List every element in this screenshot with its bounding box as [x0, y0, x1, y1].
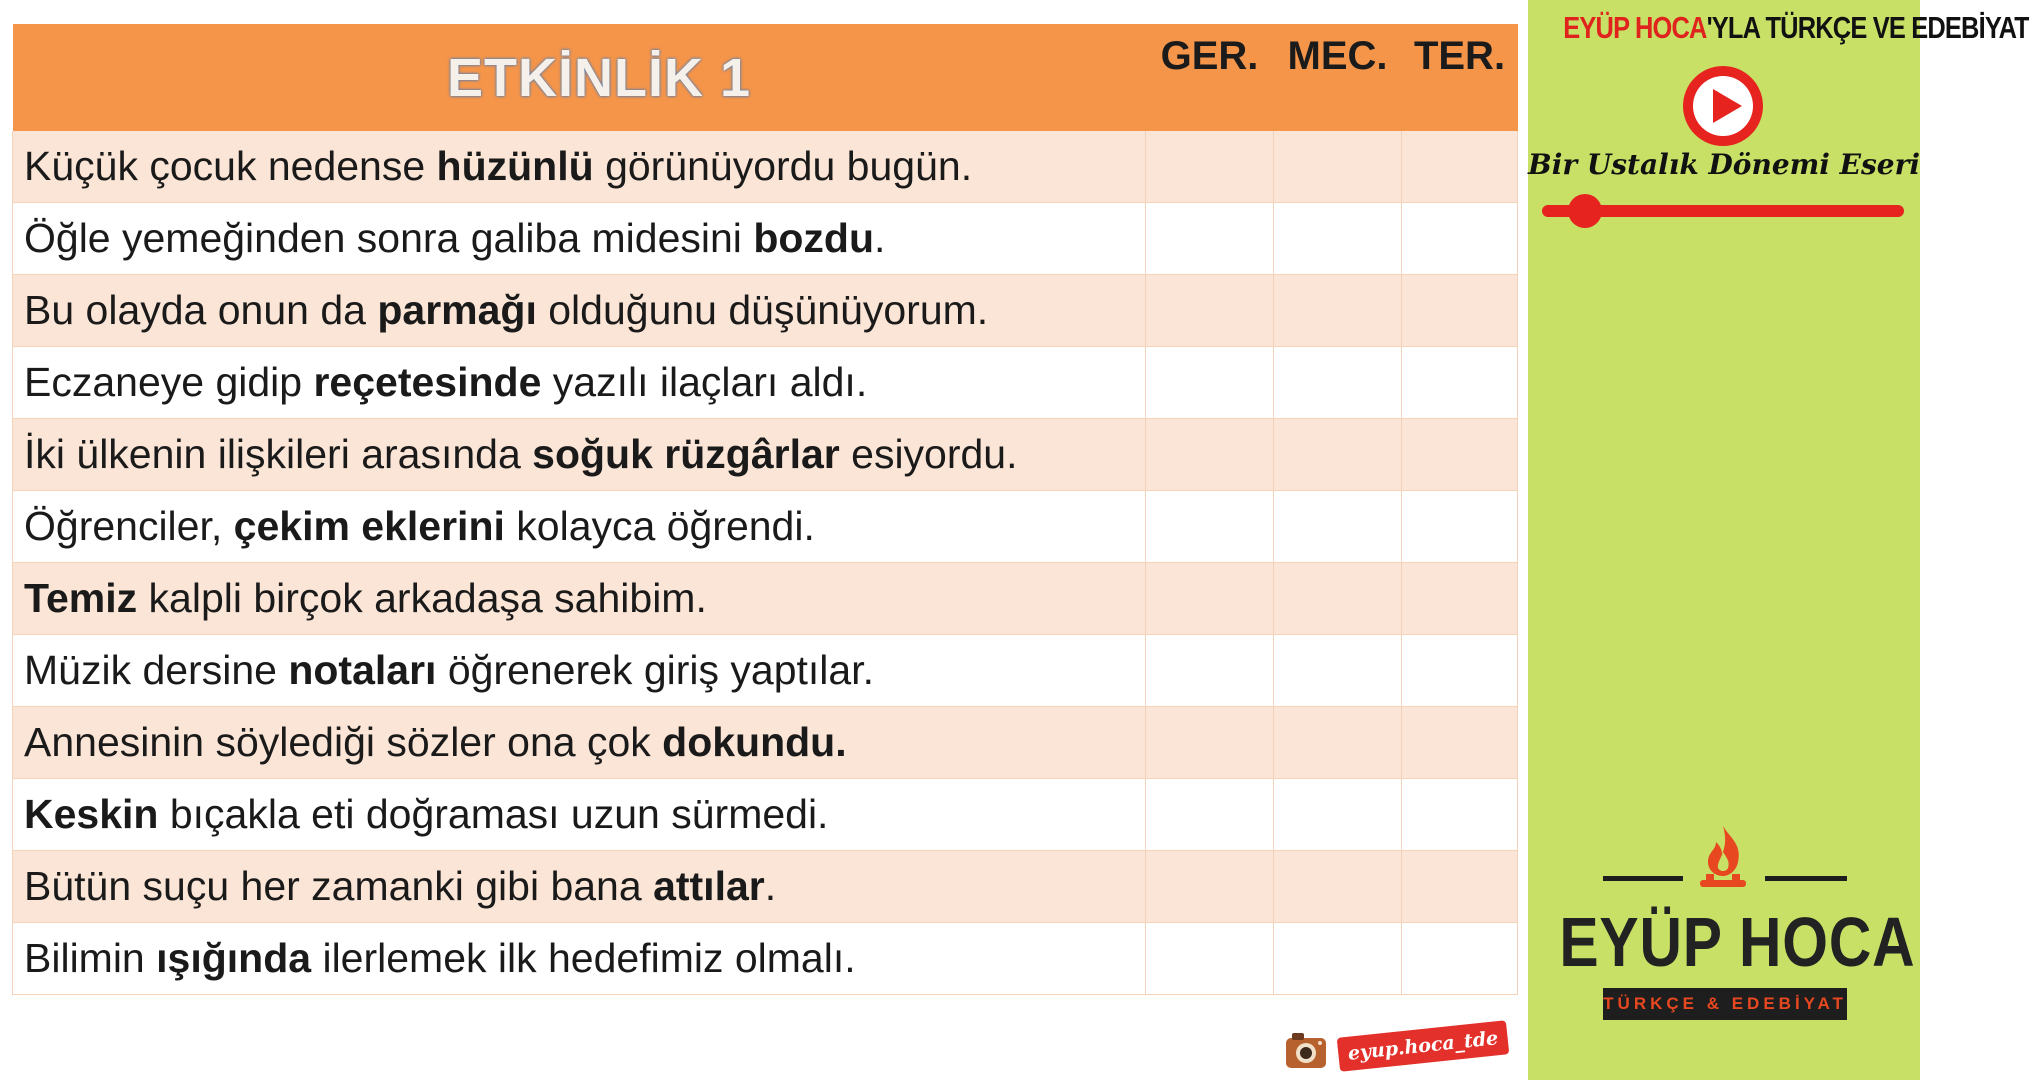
highlighted-word: çekim eklerini — [233, 503, 505, 549]
table-row — [13, 563, 1518, 635]
sentence-text: İki ülkenin ilişkileri arasında — [24, 431, 533, 477]
channel-title — [1563, 10, 2029, 46]
answer-cell-terim[interactable] — [1402, 419, 1518, 491]
answer-cell-gercek[interactable] — [1146, 923, 1274, 995]
sentence-text: esiyordu. — [839, 431, 1018, 477]
logo-line-right — [1765, 876, 1847, 881]
table-row — [13, 275, 1518, 347]
sentence-cell — [13, 563, 1146, 635]
play-icon[interactable] — [1680, 63, 1766, 149]
answer-cell-gercek[interactable] — [1146, 419, 1274, 491]
sentence-text: kalpli birçok arkadaşa sahibim. — [137, 575, 707, 621]
sentence-text: . — [764, 863, 777, 909]
answer-cell-mecaz[interactable] — [1274, 491, 1402, 563]
answer-cell-terim[interactable] — [1402, 707, 1518, 779]
sentence-text: kolayca öğrendi. — [504, 503, 815, 549]
sentence-text: ilerlemek ilk hedefimiz olmalı. — [311, 935, 856, 981]
sentence-cell — [13, 131, 1146, 203]
sentence-cell — [13, 707, 1146, 779]
sentence-cell — [13, 635, 1146, 707]
answer-cell-mecaz[interactable] — [1274, 635, 1402, 707]
highlighted-word: hüzünlü — [436, 143, 594, 189]
highlighted-word: Keskin — [24, 791, 159, 837]
channel-title-name: EYÜP HOCA — [1563, 10, 1707, 45]
answer-cell-mecaz[interactable] — [1274, 203, 1402, 275]
answer-cell-gercek[interactable] — [1146, 491, 1274, 563]
activity-table — [12, 24, 1518, 995]
answer-cell-terim[interactable] — [1402, 131, 1518, 203]
answer-cell-mecaz[interactable] — [1274, 707, 1402, 779]
table-row — [13, 635, 1518, 707]
answer-cell-mecaz[interactable] — [1274, 851, 1402, 923]
highlighted-word: soğuk rüzgârlar — [532, 431, 840, 477]
progress-knob[interactable] — [1568, 194, 1602, 228]
answer-cell-terim[interactable] — [1402, 275, 1518, 347]
answer-cell-gercek[interactable] — [1146, 779, 1274, 851]
sentence-cell — [13, 419, 1146, 491]
answer-cell-mecaz[interactable] — [1274, 563, 1402, 635]
camera-icon — [1284, 1030, 1328, 1070]
answer-cell-terim[interactable] — [1402, 347, 1518, 419]
table-row — [13, 779, 1518, 851]
answer-cell-terim[interactable] — [1402, 635, 1518, 707]
sentence-text: görünüyordu bugün. — [593, 143, 973, 189]
table-header-row — [13, 24, 1518, 131]
sentence-text: Bütün suçu her zamanki gibi bana — [24, 863, 654, 909]
channel-sidebar — [1528, 0, 2029, 1080]
sentence-text: Öğle yemeğinden sonra galiba midesini — [24, 215, 754, 261]
highlighted-word: attılar — [653, 863, 765, 909]
answer-cell-gercek[interactable] — [1146, 707, 1274, 779]
sentence-text: Bu olayda onun da — [24, 287, 378, 333]
sentence-cell — [13, 779, 1146, 851]
tagline: Bir Ustalık Dönemi Eseri — [1528, 148, 1920, 181]
sentence-text: Küçük çocuk nedense — [24, 143, 437, 189]
sentence-cell — [13, 923, 1146, 995]
answer-cell-terim[interactable] — [1402, 779, 1518, 851]
sentence-cell — [13, 275, 1146, 347]
highlighted-word: notaları — [288, 647, 437, 693]
answer-cell-gercek[interactable] — [1146, 275, 1274, 347]
table-row — [13, 347, 1518, 419]
highlighted-word: dokundu. — [662, 719, 847, 765]
sentence-text: yazılı ilaçları aldı. — [541, 359, 868, 405]
brand-subtitle: TÜRKÇE & EDEBİYAT — [1603, 988, 1847, 1020]
answer-cell-terim[interactable] — [1402, 203, 1518, 275]
logo-line-left — [1603, 876, 1683, 881]
table-row — [13, 131, 1518, 203]
answer-cell-gercek[interactable] — [1146, 131, 1274, 203]
sentence-text: öğrenerek giriş yaptılar. — [436, 647, 874, 693]
highlighted-word: reçetesinde — [313, 359, 542, 405]
answer-cell-terim[interactable] — [1402, 563, 1518, 635]
activity-title: ETKİNLİK 1 — [13, 24, 1146, 131]
column-header-gercek: GER. — [1146, 24, 1274, 131]
answer-cell-terim[interactable] — [1402, 491, 1518, 563]
answer-cell-mecaz[interactable] — [1274, 131, 1402, 203]
answer-cell-gercek[interactable] — [1146, 635, 1274, 707]
brand-name: EYÜP HOCA — [1559, 903, 1916, 981]
column-header-terim: TER. — [1402, 24, 1518, 131]
sentence-text: olduğunu düşünüyorum. — [536, 287, 989, 333]
answer-cell-terim[interactable] — [1402, 851, 1518, 923]
sentence-text: . — [874, 215, 886, 261]
sentence-text: bıçakla eti doğraması uzun sürmedi. — [158, 791, 829, 837]
answer-cell-mecaz[interactable] — [1274, 923, 1402, 995]
highlighted-word: Temiz — [24, 575, 138, 621]
answer-cell-gercek[interactable] — [1146, 347, 1274, 419]
progress-bar[interactable] — [1542, 205, 1904, 217]
answer-cell-mecaz[interactable] — [1274, 347, 1402, 419]
highlighted-word: ışığında — [156, 935, 312, 981]
table-row — [13, 491, 1518, 563]
answer-cell-mecaz[interactable] — [1274, 779, 1402, 851]
answer-cell-gercek[interactable] — [1146, 203, 1274, 275]
table-row — [13, 707, 1518, 779]
sentence-cell — [13, 203, 1146, 275]
sentence-text: Annesinin söylediği sözler ona çok — [24, 719, 663, 765]
column-header-mecaz: MEC. — [1274, 24, 1402, 131]
sentence-text: Müzik dersine — [24, 647, 289, 693]
sentence-text: Öğrenciler, — [24, 503, 234, 549]
sentence-text: Bilimin — [24, 935, 157, 981]
sentence-rows — [13, 131, 1518, 995]
sentence-cell — [13, 491, 1146, 563]
table-row — [13, 203, 1518, 275]
highlighted-word: bozdu — [753, 215, 874, 261]
instagram-badge[interactable] — [1280, 1012, 1520, 1080]
sentence-cell — [13, 851, 1146, 923]
answer-cell-gercek[interactable] — [1146, 563, 1274, 635]
answer-cell-terim[interactable] — [1402, 923, 1518, 995]
answer-cell-mecaz[interactable] — [1274, 275, 1402, 347]
answer-cell-gercek[interactable] — [1146, 851, 1274, 923]
answer-cell-mecaz[interactable] — [1274, 419, 1402, 491]
table-row — [13, 419, 1518, 491]
highlighted-word: parmağı — [377, 287, 537, 333]
sentence-text: Eczaneye gidip — [24, 359, 314, 405]
channel-title-rest: 'YLA TÜRKÇE VE EDEBİYAT — [1706, 10, 2029, 45]
table-row — [13, 923, 1518, 995]
table-row — [13, 851, 1518, 923]
campfire-icon — [1686, 822, 1760, 894]
sentence-cell — [13, 347, 1146, 419]
instagram-handle[interactable]: eyup.hoca_tde — [1337, 1020, 1510, 1072]
